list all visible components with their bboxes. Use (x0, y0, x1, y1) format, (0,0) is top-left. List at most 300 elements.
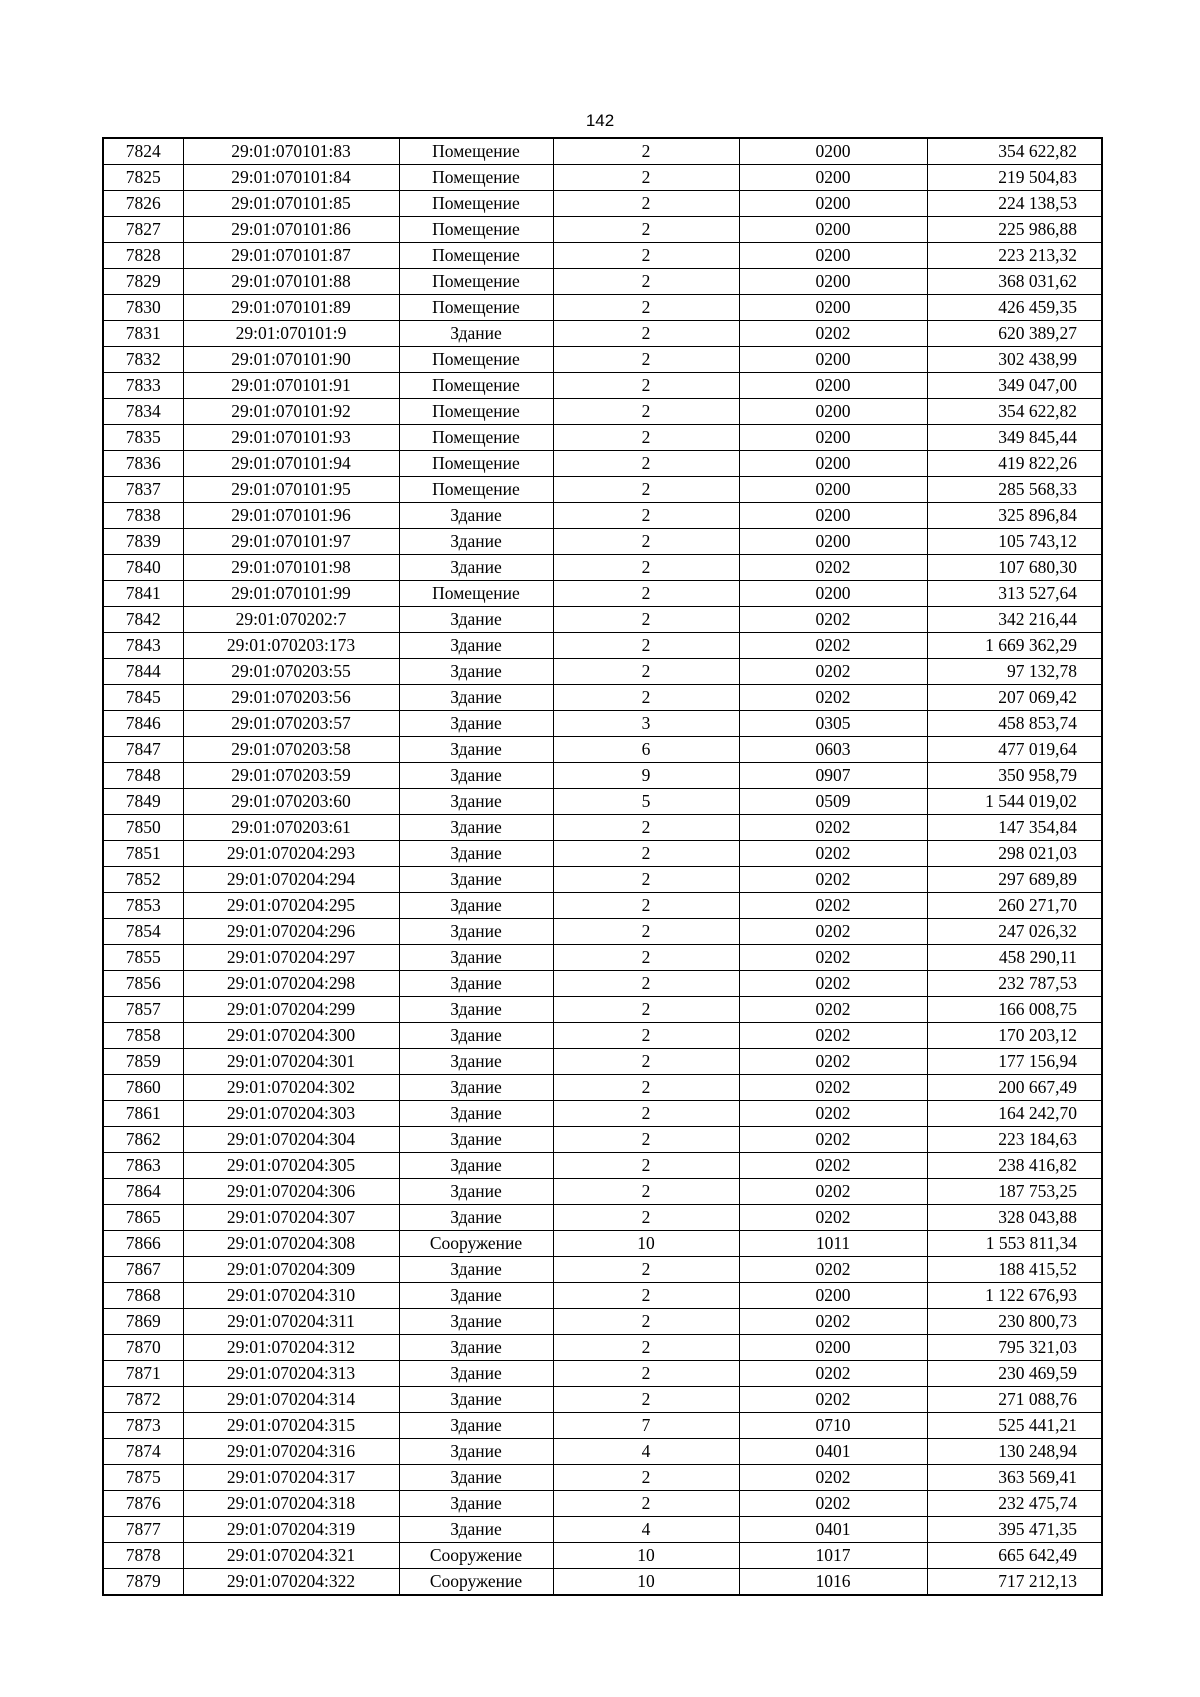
cadastral-value-cell: 219 504,83 (927, 165, 1102, 191)
cadastral-value-cell: 97 132,78 (927, 659, 1102, 685)
row-number-cell: 7865 (103, 1205, 183, 1231)
row-number-cell: 7870 (103, 1335, 183, 1361)
cadastral-value-cell: 188 415,52 (927, 1257, 1102, 1283)
group-cell: 2 (553, 945, 739, 971)
cadastral-number-cell: 29:01:070204:321 (183, 1543, 399, 1569)
cadastral-value-cell: 1 669 362,29 (927, 633, 1102, 659)
table-row (103, 1491, 1102, 1517)
code-cell: 0202 (739, 1309, 927, 1335)
cadastral-value-cell: 223 213,32 (927, 243, 1102, 269)
object-type-cell: Сооружение (399, 1231, 553, 1257)
table-row (103, 815, 1102, 841)
cadastral-number-cell: 29:01:070204:311 (183, 1309, 399, 1335)
code-cell: 0202 (739, 841, 927, 867)
cadastral-value-cell: 105 743,12 (927, 529, 1102, 555)
object-type-cell: Здание (399, 633, 553, 659)
code-cell: 0202 (739, 893, 927, 919)
cadastral-value-cell: 419 822,26 (927, 451, 1102, 477)
code-cell: 0200 (739, 1335, 927, 1361)
object-type-cell: Помещение (399, 581, 553, 607)
cadastral-value-cell: 238 416,82 (927, 1153, 1102, 1179)
object-type-cell: Здание (399, 1413, 553, 1439)
object-type-cell: Здание (399, 1101, 553, 1127)
row-number-cell: 7858 (103, 1023, 183, 1049)
row-number-cell: 7863 (103, 1153, 183, 1179)
group-cell: 10 (553, 1569, 739, 1596)
cadastral-number-cell: 29:01:070101:85 (183, 191, 399, 217)
code-cell: 0202 (739, 1387, 927, 1413)
object-type-cell: Здание (399, 1205, 553, 1231)
object-type-cell: Помещение (399, 269, 553, 295)
cadastral-number-cell: 29:01:070204:317 (183, 1465, 399, 1491)
cadastral-number-cell: 29:01:070204:308 (183, 1231, 399, 1257)
object-type-cell: Здание (399, 659, 553, 685)
cadastral-value-cell: 147 354,84 (927, 815, 1102, 841)
group-cell: 2 (553, 581, 739, 607)
group-cell: 2 (553, 815, 739, 841)
object-type-cell: Здание (399, 321, 553, 347)
cadastral-number-cell: 29:01:070203:56 (183, 685, 399, 711)
row-number-cell: 7866 (103, 1231, 183, 1257)
cadastral-number-cell: 29:01:070204:297 (183, 945, 399, 971)
code-cell: 0200 (739, 347, 927, 373)
table-row (103, 1439, 1102, 1465)
code-cell: 0305 (739, 711, 927, 737)
group-cell: 10 (553, 1543, 739, 1569)
group-cell: 2 (553, 425, 739, 451)
cadastral-value-cell: 207 069,42 (927, 685, 1102, 711)
object-type-cell: Помещение (399, 399, 553, 425)
code-cell: 1011 (739, 1231, 927, 1257)
cadastral-value-cell: 166 008,75 (927, 997, 1102, 1023)
row-number-cell: 7842 (103, 607, 183, 633)
cadastral-value-cell: 342 216,44 (927, 607, 1102, 633)
table-row (103, 945, 1102, 971)
row-number-cell: 7868 (103, 1283, 183, 1309)
code-cell: 0401 (739, 1439, 927, 1465)
table-row (103, 503, 1102, 529)
cadastral-number-cell: 29:01:070101:84 (183, 165, 399, 191)
cadastral-number-cell: 29:01:070202:7 (183, 607, 399, 633)
cadastral-value-cell: 395 471,35 (927, 1517, 1102, 1543)
table-row (103, 1153, 1102, 1179)
code-cell: 0710 (739, 1413, 927, 1439)
object-type-cell: Помещение (399, 425, 553, 451)
row-number-cell: 7853 (103, 893, 183, 919)
group-cell: 4 (553, 1517, 739, 1543)
code-cell: 0202 (739, 1205, 927, 1231)
object-type-cell: Здание (399, 1335, 553, 1361)
cadastral-value-cell: 260 271,70 (927, 893, 1102, 919)
row-number-cell: 7848 (103, 763, 183, 789)
object-type-cell: Сооружение (399, 1569, 553, 1596)
cadastral-number-cell: 29:01:070204:322 (183, 1569, 399, 1596)
table-row (103, 607, 1102, 633)
group-cell: 2 (553, 451, 739, 477)
table-row (103, 893, 1102, 919)
row-number-cell: 7831 (103, 321, 183, 347)
code-cell: 0202 (739, 1127, 927, 1153)
row-number-cell: 7859 (103, 1049, 183, 1075)
group-cell: 2 (553, 893, 739, 919)
table-row (103, 1465, 1102, 1491)
object-type-cell: Помещение (399, 243, 553, 269)
cadastral-number-cell: 29:01:070101:9 (183, 321, 399, 347)
cadastral-value-cell: 298 021,03 (927, 841, 1102, 867)
table-row (103, 451, 1102, 477)
group-cell: 4 (553, 1439, 739, 1465)
row-number-cell: 7825 (103, 165, 183, 191)
group-cell: 2 (553, 1257, 739, 1283)
cadastral-value-cell: 223 184,63 (927, 1127, 1102, 1153)
table-row (103, 737, 1102, 763)
group-cell: 2 (553, 373, 739, 399)
cadastral-number-cell: 29:01:070204:294 (183, 867, 399, 893)
object-type-cell: Помещение (399, 373, 553, 399)
table-row (103, 1517, 1102, 1543)
table-row (103, 529, 1102, 555)
group-cell: 2 (553, 1023, 739, 1049)
cadastral-number-cell: 29:01:070101:91 (183, 373, 399, 399)
cadastral-value-cell: 620 389,27 (927, 321, 1102, 347)
row-number-cell: 7879 (103, 1569, 183, 1596)
row-number-cell: 7874 (103, 1439, 183, 1465)
table-row (103, 191, 1102, 217)
row-number-cell: 7854 (103, 919, 183, 945)
row-number-cell: 7875 (103, 1465, 183, 1491)
cadastral-value-cell: 200 667,49 (927, 1075, 1102, 1101)
code-cell: 0200 (739, 477, 927, 503)
cadastral-number-cell: 29:01:070101:97 (183, 529, 399, 555)
table-row (103, 1543, 1102, 1569)
group-cell: 2 (553, 971, 739, 997)
group-cell: 2 (553, 243, 739, 269)
code-cell: 0200 (739, 529, 927, 555)
cadastral-value-cell: 349 845,44 (927, 425, 1102, 451)
group-cell: 2 (553, 1361, 739, 1387)
cadastral-number-cell: 29:01:070101:93 (183, 425, 399, 451)
code-cell: 0202 (739, 1465, 927, 1491)
group-cell: 2 (553, 269, 739, 295)
object-type-cell: Здание (399, 1517, 553, 1543)
code-cell: 0202 (739, 659, 927, 685)
code-cell: 0200 (739, 451, 927, 477)
cadastral-value-cell: 354 622,82 (927, 399, 1102, 425)
cadastral-number-cell: 29:01:070101:98 (183, 555, 399, 581)
object-type-cell: Здание (399, 1387, 553, 1413)
table-row (103, 711, 1102, 737)
cadastral-number-cell: 29:01:070101:95 (183, 477, 399, 503)
group-cell: 2 (553, 633, 739, 659)
object-type-cell: Здание (399, 503, 553, 529)
group-cell: 2 (553, 1205, 739, 1231)
row-number-cell: 7833 (103, 373, 183, 399)
cadastral-value-cell: 130 248,94 (927, 1439, 1102, 1465)
object-type-cell: Здание (399, 1127, 553, 1153)
object-type-cell: Помещение (399, 451, 553, 477)
group-cell: 2 (553, 295, 739, 321)
row-number-cell: 7839 (103, 529, 183, 555)
table-row (103, 867, 1102, 893)
cadastral-value-cell: 426 459,35 (927, 295, 1102, 321)
code-cell: 0202 (739, 321, 927, 347)
group-cell: 2 (553, 1335, 739, 1361)
table-row (103, 1049, 1102, 1075)
object-type-cell: Здание (399, 841, 553, 867)
cadastral-value-cell: 297 689,89 (927, 867, 1102, 893)
code-cell: 0202 (739, 1153, 927, 1179)
cadastral-value-cell: 271 088,76 (927, 1387, 1102, 1413)
object-type-cell: Здание (399, 1153, 553, 1179)
cadastral-number-cell: 29:01:070203:55 (183, 659, 399, 685)
cadastral-number-cell: 29:01:070101:99 (183, 581, 399, 607)
code-cell: 0202 (739, 1179, 927, 1205)
row-number-cell: 7873 (103, 1413, 183, 1439)
cadastral-number-cell: 29:01:070101:89 (183, 295, 399, 321)
group-cell: 2 (553, 555, 739, 581)
table-row (103, 399, 1102, 425)
object-type-cell: Здание (399, 867, 553, 893)
object-type-cell: Здание (399, 1283, 553, 1309)
table-row (103, 165, 1102, 191)
row-number-cell: 7840 (103, 555, 183, 581)
code-cell: 0202 (739, 945, 927, 971)
row-number-cell: 7862 (103, 1127, 183, 1153)
table-row (103, 1309, 1102, 1335)
table-row (103, 425, 1102, 451)
group-cell: 2 (553, 685, 739, 711)
table-row (103, 347, 1102, 373)
row-number-cell: 7826 (103, 191, 183, 217)
row-number-cell: 7846 (103, 711, 183, 737)
code-cell: 0202 (739, 919, 927, 945)
row-number-cell: 7856 (103, 971, 183, 997)
group-cell: 2 (553, 1101, 739, 1127)
code-cell: 0202 (739, 815, 927, 841)
group-cell: 2 (553, 138, 739, 165)
row-number-cell: 7877 (103, 1517, 183, 1543)
code-cell: 0401 (739, 1517, 927, 1543)
code-cell: 0200 (739, 165, 927, 191)
code-cell: 0200 (739, 425, 927, 451)
row-number-cell: 7836 (103, 451, 183, 477)
table-row (103, 217, 1102, 243)
cadastral-number-cell: 29:01:070101:96 (183, 503, 399, 529)
table-row (103, 1335, 1102, 1361)
group-cell: 9 (553, 763, 739, 789)
group-cell: 2 (553, 1075, 739, 1101)
code-cell: 1016 (739, 1569, 927, 1596)
cadastral-value-cell: 107 680,30 (927, 555, 1102, 581)
row-number-cell: 7849 (103, 789, 183, 815)
cadastral-value-cell: 230 800,73 (927, 1309, 1102, 1335)
row-number-cell: 7841 (103, 581, 183, 607)
cadastral-value-cell: 458 853,74 (927, 711, 1102, 737)
code-cell: 0200 (739, 243, 927, 269)
object-type-cell: Здание (399, 1075, 553, 1101)
cadastral-number-cell: 29:01:070204:300 (183, 1023, 399, 1049)
table-row (103, 1127, 1102, 1153)
row-number-cell: 7845 (103, 685, 183, 711)
code-cell: 0509 (739, 789, 927, 815)
group-cell: 2 (553, 919, 739, 945)
code-cell: 0202 (739, 607, 927, 633)
cadastral-number-cell: 29:01:070101:83 (183, 138, 399, 165)
object-type-cell: Сооружение (399, 1543, 553, 1569)
table-row (103, 919, 1102, 945)
object-type-cell: Здание (399, 1257, 553, 1283)
cadastral-value-cell: 477 019,64 (927, 737, 1102, 763)
group-cell: 2 (553, 1179, 739, 1205)
group-cell: 2 (553, 217, 739, 243)
cadastral-number-cell: 29:01:070101:90 (183, 347, 399, 373)
cadastral-number-cell: 29:01:070204:305 (183, 1153, 399, 1179)
cadastral-number-cell: 29:01:070204:309 (183, 1257, 399, 1283)
object-type-cell: Здание (399, 1023, 553, 1049)
cadastral-number-cell: 29:01:070101:88 (183, 269, 399, 295)
group-cell: 6 (553, 737, 739, 763)
cadastral-value-cell: 232 475,74 (927, 1491, 1102, 1517)
group-cell: 2 (553, 529, 739, 555)
table-row (103, 477, 1102, 503)
table-row (103, 1075, 1102, 1101)
cadastral-value-cell: 325 896,84 (927, 503, 1102, 529)
cadastral-number-cell: 29:01:070204:316 (183, 1439, 399, 1465)
object-type-cell: Здание (399, 1179, 553, 1205)
cadastral-number-cell: 29:01:070204:304 (183, 1127, 399, 1153)
object-type-cell: Здание (399, 529, 553, 555)
code-cell: 0200 (739, 399, 927, 425)
row-number-cell: 7850 (103, 815, 183, 841)
cadastral-number-cell: 29:01:070204:302 (183, 1075, 399, 1101)
table-row (103, 1023, 1102, 1049)
group-cell: 2 (553, 1491, 739, 1517)
cadastral-value-cell: 302 438,99 (927, 347, 1102, 373)
object-type-cell: Помещение (399, 347, 553, 373)
cadastral-value-cell: 230 469,59 (927, 1361, 1102, 1387)
group-cell: 2 (553, 1309, 739, 1335)
row-number-cell: 7860 (103, 1075, 183, 1101)
cadastral-value-cell: 164 242,70 (927, 1101, 1102, 1127)
code-cell: 0202 (739, 971, 927, 997)
cadastral-number-cell: 29:01:070203:57 (183, 711, 399, 737)
cadastral-number-cell: 29:01:070204:310 (183, 1283, 399, 1309)
object-type-cell: Здание (399, 893, 553, 919)
code-cell: 0200 (739, 138, 927, 165)
cadastral-value-cell: 1 122 676,93 (927, 1283, 1102, 1309)
code-cell: 0202 (739, 1257, 927, 1283)
row-number-cell: 7852 (103, 867, 183, 893)
table-row (103, 295, 1102, 321)
cadastral-value-cell: 247 026,32 (927, 919, 1102, 945)
table-row (103, 321, 1102, 347)
row-number-cell: 7878 (103, 1543, 183, 1569)
cadastral-value-cell: 525 441,21 (927, 1413, 1102, 1439)
code-cell: 0202 (739, 997, 927, 1023)
object-type-cell: Здание (399, 1491, 553, 1517)
table-row (103, 269, 1102, 295)
group-cell: 2 (553, 477, 739, 503)
table-row (103, 1257, 1102, 1283)
code-cell: 0202 (739, 633, 927, 659)
cadastral-number-cell: 29:01:070203:173 (183, 633, 399, 659)
table-row (103, 997, 1102, 1023)
table-row (103, 659, 1102, 685)
cadastral-value-cell: 313 527,64 (927, 581, 1102, 607)
row-number-cell: 7861 (103, 1101, 183, 1127)
table-row (103, 1361, 1102, 1387)
row-number-cell: 7829 (103, 269, 183, 295)
object-type-cell: Здание (399, 1439, 553, 1465)
row-number-cell: 7838 (103, 503, 183, 529)
group-cell: 2 (553, 1283, 739, 1309)
group-cell: 2 (553, 867, 739, 893)
row-number-cell: 7876 (103, 1491, 183, 1517)
cadastral-number-cell: 29:01:070101:87 (183, 243, 399, 269)
row-number-cell: 7847 (103, 737, 183, 763)
table-row (103, 138, 1102, 165)
table-row (103, 1231, 1102, 1257)
code-cell: 0200 (739, 1283, 927, 1309)
cadastral-number-cell: 29:01:070204:307 (183, 1205, 399, 1231)
code-cell: 0202 (739, 867, 927, 893)
cadastral-number-cell: 29:01:070203:59 (183, 763, 399, 789)
row-number-cell: 7837 (103, 477, 183, 503)
cadastral-number-cell: 29:01:070204:293 (183, 841, 399, 867)
table-row (103, 1283, 1102, 1309)
cadastral-value-cell: 224 138,53 (927, 191, 1102, 217)
group-cell: 2 (553, 1153, 739, 1179)
group-cell: 2 (553, 503, 739, 529)
cadastral-value-cell: 177 156,94 (927, 1049, 1102, 1075)
page-number: 142 (585, 111, 615, 130)
group-cell: 2 (553, 1465, 739, 1491)
cadastral-number-cell: 29:01:070204:314 (183, 1387, 399, 1413)
cadastral-number-cell: 29:01:070203:60 (183, 789, 399, 815)
cadastral-value-cell: 1 553 811,34 (927, 1231, 1102, 1257)
table-row (103, 971, 1102, 997)
cadastral-number-cell: 29:01:070204:319 (183, 1517, 399, 1543)
cadastral-number-cell: 29:01:070101:86 (183, 217, 399, 243)
code-cell: 0202 (739, 1361, 927, 1387)
object-type-cell: Здание (399, 711, 553, 737)
table-row (103, 1569, 1102, 1596)
cadastral-number-cell: 29:01:070204:296 (183, 919, 399, 945)
group-cell: 2 (553, 1127, 739, 1153)
group-cell: 3 (553, 711, 739, 737)
cadastral-number-cell: 29:01:070203:58 (183, 737, 399, 763)
group-cell: 5 (553, 789, 739, 815)
code-cell: 0200 (739, 191, 927, 217)
row-number-cell: 7857 (103, 997, 183, 1023)
row-number-cell: 7851 (103, 841, 183, 867)
row-number-cell: 7843 (103, 633, 183, 659)
cadastral-value-cell: 1 544 019,02 (927, 789, 1102, 815)
group-cell: 10 (553, 1231, 739, 1257)
code-cell: 0200 (739, 217, 927, 243)
group-cell: 2 (553, 399, 739, 425)
object-type-cell: Здание (399, 1309, 553, 1335)
cadastral-number-cell: 29:01:070204:312 (183, 1335, 399, 1361)
cadastral-value-table (102, 137, 1103, 1596)
code-cell: 0200 (739, 503, 927, 529)
group-cell: 2 (553, 1387, 739, 1413)
cadastral-number-cell: 29:01:070204:299 (183, 997, 399, 1023)
cadastral-value-cell: 363 569,41 (927, 1465, 1102, 1491)
cadastral-value-cell: 349 047,00 (927, 373, 1102, 399)
cadastral-value-cell: 665 642,49 (927, 1543, 1102, 1569)
cadastral-number-cell: 29:01:070204:315 (183, 1413, 399, 1439)
